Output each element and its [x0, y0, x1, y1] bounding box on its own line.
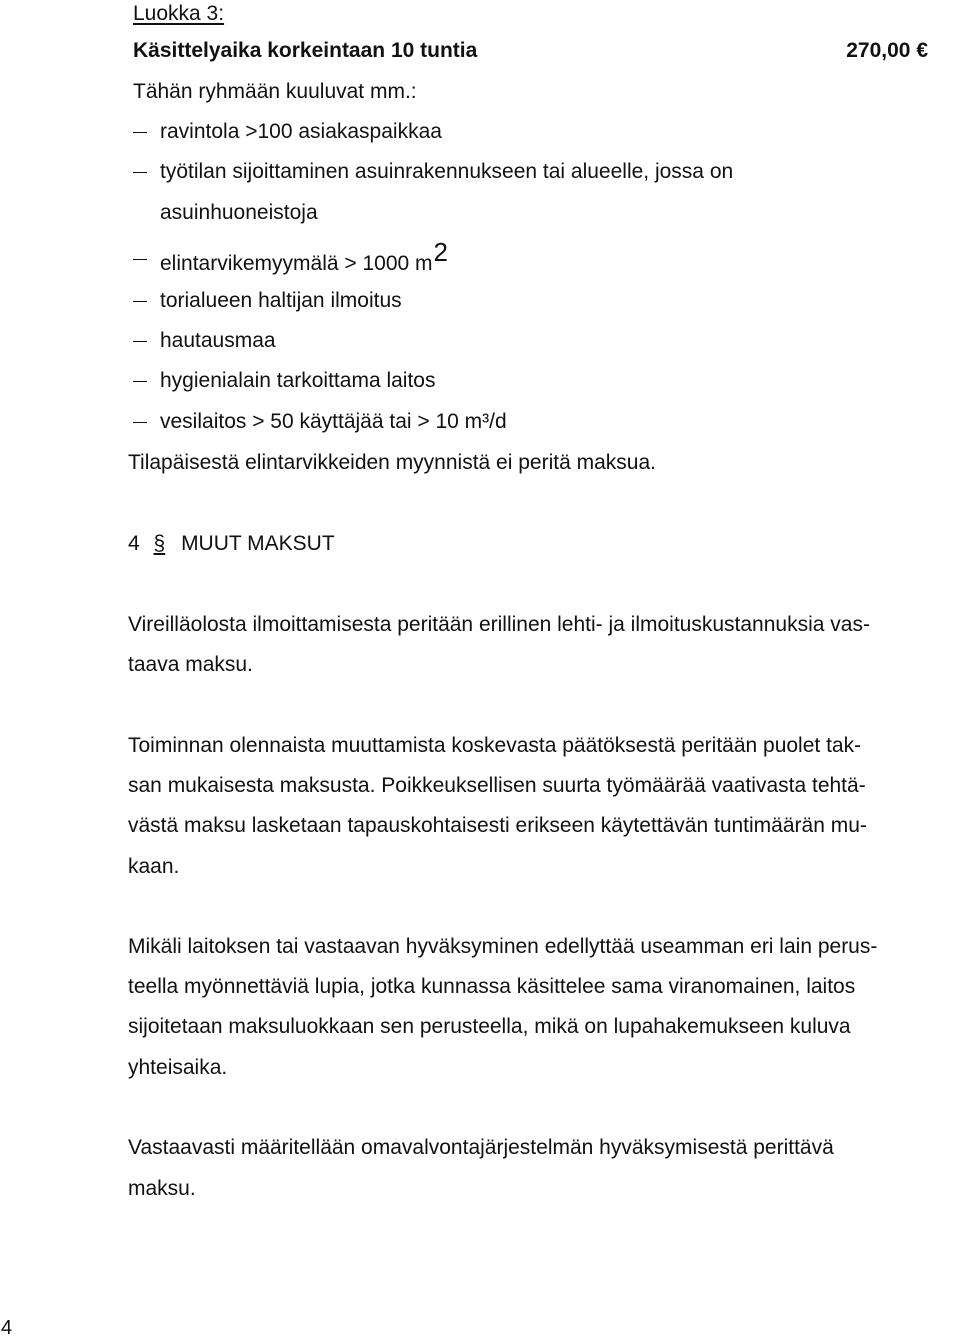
dash-bullet — [133, 422, 147, 423]
processing-time: Käsittelyaika korkeintaan 10 tuntia — [133, 39, 478, 62]
list-item: työtilan sijoittaminen asuinrakennukseen tai alueelle, jossa on — [160, 160, 734, 183]
section-heading — [128, 533, 335, 554]
dash-bullet — [133, 132, 147, 133]
paragraph-line: san mukaisesta maksusta. Poikkeuksellisen suurta työmäärää vaativasta tehtä- — [128, 774, 866, 797]
temporary-sale-note: Tilapäisestä elintarvikkeiden myynnistä ei peritä maksua. — [128, 451, 656, 474]
class-title: Luokka 3: — [133, 2, 225, 25]
dash-bullet — [133, 172, 147, 173]
price: 270,00 € — [846, 39, 928, 62]
superscript: 2 — [433, 237, 448, 267]
dash-bullet — [133, 259, 147, 260]
dash-bullet — [133, 341, 147, 342]
list-item: vesilaitos > 50 käyttäjää tai > 10 m³/d — [160, 410, 507, 433]
paragraph-line: Vireilläolosta ilmoittamisesta peritään erillinen lehti- ja ilmoituskustannuksia vas- — [128, 613, 870, 636]
section-number: 4 — [128, 532, 140, 555]
paragraph-line: Vastaavasti määritellään omavalvontajärjestelmän hyväksymisestä perittävä — [128, 1136, 834, 1159]
section-title: MUUT MAKSUT — [181, 532, 335, 555]
list-item: hygienialain tarkoittama laitos — [160, 369, 436, 392]
paragraph-line: maksu. — [128, 1177, 196, 1200]
paragraph-line: taava maksu. — [128, 653, 253, 676]
list-item: torialueen haltijan ilmoitus — [160, 289, 402, 312]
dash-bullet — [133, 301, 147, 302]
paragraph-line: sijoitetaan maksuluokkaan sen perusteella, mikä on lupahakemukseen kuluva — [128, 1015, 851, 1038]
list-item: hautausmaa — [160, 329, 276, 352]
section-sign: § — [153, 532, 166, 555]
paragraph-line: Toiminnan olennaista muuttamista koskevasta päätöksestä peritään puolet tak- — [128, 734, 862, 757]
paragraph-line: yhteisaika. — [128, 1056, 228, 1079]
paragraph-line: kaan. — [128, 855, 180, 878]
paragraph-line: Mikäli laitoksen tai vastaavan hyväksyminen edellyttää useamman eri lain perus- — [128, 935, 878, 958]
page-number: 4 — [1, 1317, 13, 1339]
list-item: elintarvikemyymälä > 1000 m2 — [160, 237, 448, 275]
paragraph-line: teella myönnettäviä lupia, jotka kunnassa käsittelee sama viranomainen, laitos — [128, 975, 856, 998]
list-item: ravintola >100 asiakaspaikkaa — [160, 120, 442, 143]
dash-bullet — [133, 381, 147, 382]
group-intro: Tähän ryhmään kuuluvat mm.: — [133, 80, 417, 103]
list-item-continuation: asuinhuoneistoja — [160, 201, 318, 224]
paragraph-line: västä maksu lasketaan tapauskohtaisesti erikseen käytettävän tuntimäärän mu- — [128, 814, 867, 837]
